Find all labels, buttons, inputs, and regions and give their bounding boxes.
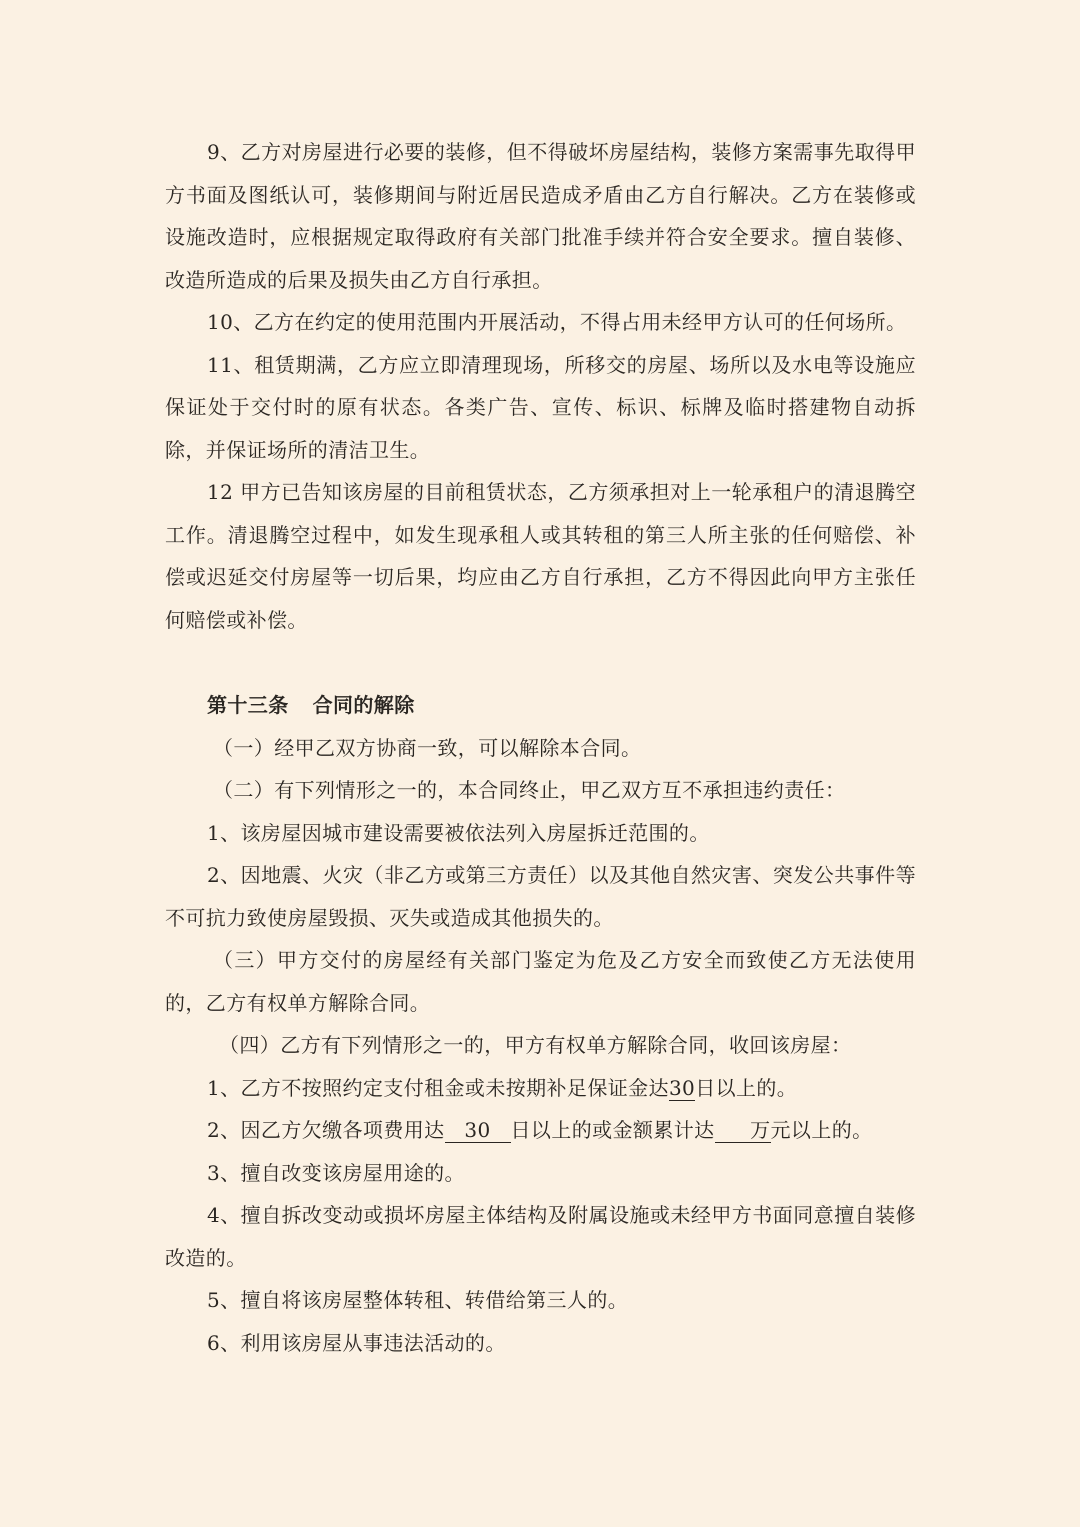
clause-11: 11、租赁期满，乙方应立即清理现场，所移交的房屋、场所以及水电等设施应保证处于交付时的原有状态。各类广告、宣传、标识、标牌及临时搭建物自动拆除，并保证场所的清洁卫生。 (165, 352, 916, 462)
article-13-item-4-5: 5、擅自将该房屋整体转租、转借给第三人的。 (207, 1288, 629, 1312)
clause-9: 9、乙方对房屋进行必要的装修，但不得破坏房屋结构，装修方案需事先取得甲方书面及图纸认可，装修期间与附近居民造成矛盾由乙方自行解决。乙方在装修或设施改造时，应根据规定取得政府有关部门批准手续并符合安全要求。擅自装修、改造所造成的后果及损失由乙方自行承担。 (165, 140, 916, 292)
article-13-item-4-3: 3、擅自改变该房屋用途的。 (207, 1160, 465, 1185)
document-page (165, 131, 916, 1364)
article-13-item-2-2: 2、因地震、火灾（非乙方或第三方责任）以及其他自然灾害、突发公共事件等不可抗力致使房屋毁损、灭失或造成其他损失的。 (165, 863, 916, 930)
article-13-item-4-2 (165, 1109, 916, 1152)
article-13-title: 合同的解除 (312, 693, 415, 717)
item-4-1-text-pre: 1、乙方不按照约定支付租金或未按期补足保证金达 (207, 1075, 669, 1100)
article-13-item-2: （二）有下列情形之一的，本合同终止，甲乙双方互不承担违约责任： (213, 778, 846, 802)
article-13-item-4-4: 4、擅自拆改变动或损坏房屋主体结构及附属设施或未经甲方书面同意擅自装修改造的。 (165, 1203, 916, 1270)
article-13-item-4-6: 6、利用该房屋从事违法活动的。 (207, 1330, 506, 1355)
article-13-item-4-1 (165, 1067, 916, 1110)
article-13-item-4: （四）乙方有下列情形之一的，甲方有权单方解除合同，收回该房屋： (219, 1033, 852, 1057)
item-4-2-text-post: 元以上的。 (770, 1118, 873, 1142)
article-13-heading (165, 684, 916, 727)
overdue-days-blank: 30 (668, 1075, 696, 1100)
article-13-item-3: （三）甲方交付的房屋经有关部门鉴定为危及乙方安全而致使乙方无法使用的，乙方有权单方解除合同。 (165, 948, 916, 1015)
section-spacer (165, 641, 916, 684)
item-4-2-text-mid: 日以上的或金额累计达 (510, 1118, 715, 1142)
item-4-2-text-pre: 2、因乙方欠缴各项费用达 (207, 1118, 445, 1142)
clause-12: 12 甲方已告知该房屋的目前租赁状态，乙方须承担对上一轮承租户的清退腾空工作。清退腾空过程中，如发生现承租人或其转租的第三人所主张的任何赔偿、补偿或迟延交付房屋等一切后果，均应由乙方自行承担，乙方不得因此向甲方主张任何赔偿或补偿。 (165, 480, 916, 632)
item-4-1-text-post: 日以上的。 (695, 1075, 798, 1100)
clause-10: 10、乙方在约定的使用范围内开展活动，不得占用未经甲方认可的任何场所。 (207, 310, 907, 334)
unpaid-amount-blank: 万 (715, 1118, 771, 1143)
unpaid-days-blank: 30 (445, 1118, 511, 1143)
article-13-number: 第十三条 (207, 693, 289, 717)
article-13-item-1: （一）经甲乙双方协商一致，可以解除本合同。 (213, 735, 642, 760)
article-13-item-2-1: 1、该房屋因城市建设需要被依法列入房屋拆迁范围的。 (207, 820, 710, 845)
